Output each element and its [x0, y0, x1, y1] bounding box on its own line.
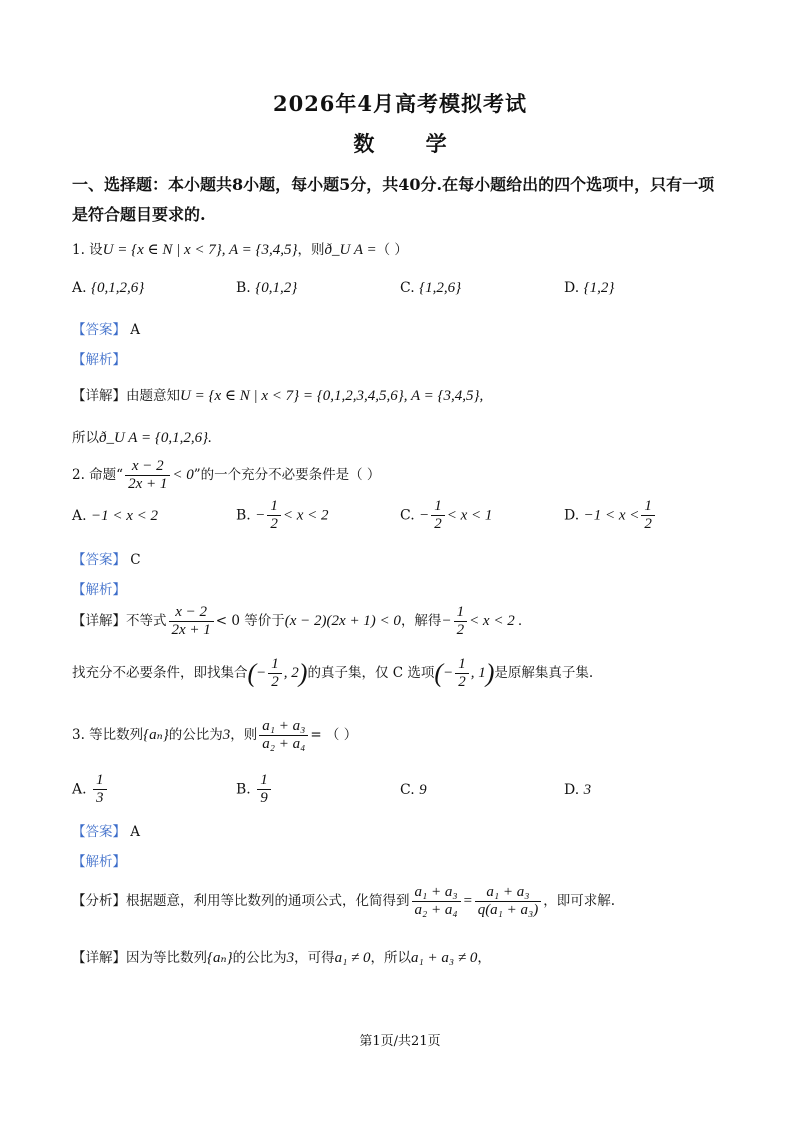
q1-prefix: 1. 设 — [72, 242, 103, 258]
q3-option-d: D. 3 — [564, 782, 592, 798]
q2-detail-cont: 找充分不必要条件，即找集合(− $\frac{1}{2}$ , 2)的真子集，仅 C 选项(− $\frac{1}{2}$ , 1)是原解集真子集. — [72, 656, 594, 690]
page-footer: 第1页/共21页 — [359, 1034, 441, 1049]
q3-option-a: A. $\frac{1}{3}$ — [72, 772, 109, 807]
q2-detail: 【详解】不等式 $\frac{x - 2}{2x + 1}$ < 0 等价于(x − 2)(2x + 1) < 0，解得− $\frac{1}{2}$ < x < 2 . — [72, 604, 523, 638]
q2-answer: 【答案】 C — [72, 552, 141, 568]
q2-analysis: 【解析】 — [72, 582, 126, 598]
q3-option-c: C. 9 — [400, 782, 427, 798]
q1-mid: ，则 — [297, 242, 325, 258]
q2-option-b: B. − $\frac{1}{2}$ < x < 2 — [236, 498, 329, 532]
q3-option-b: B. $\frac{1}{9}$ — [236, 772, 273, 807]
q3-analysis: 【解析】 — [72, 854, 126, 870]
q1-analysis: 【解析】 — [72, 352, 126, 368]
section-heading: 一、选择题：本小题共8小题，每小题5分，共40分.在每小题给出的四个选项中，只有一项 — [72, 175, 715, 194]
q3-answer: 【答案】 A — [72, 824, 141, 840]
q3-fenxi: 【分析】根据题意，利用等比数列的通项公式，化简得到 $\frac{\text{a₁ + a₃}}{\text{a₂ + a₄}}$ = $\frac{\text{a₁ + a₃}}{\text{q(a₁ + a₃)}}$ ，即可求解. — [72, 884, 616, 918]
q1-suffix: （ ） — [376, 242, 408, 258]
page-title: 2026年4月高考模拟考试 — [272, 91, 528, 116]
q1-math: U = {x ∈ N | x < 7}, A = {3,4,5} — [102, 242, 298, 258]
q3-detail: 【详解】因为等比数列{aₙ}的公比为3，可得a₁ ≠ 0，所以a₁ + a₃ ≠ 0， — [72, 950, 491, 966]
question-2-stem: 2. 命题“ $\frac{x - 2}{2x + 1}$ < 0”的一个充分不必要条件是（ ） — [72, 458, 381, 492]
q1-answer: 【答案】 A — [72, 322, 141, 338]
q2-option-d: D. −1 < x < $\frac{1}{2}$ — [564, 498, 657, 533]
question-3-stem: 3. 等比数列{aₙ}的公比为3，则 $\frac{\text{a₁ + a₃}}{\text{a₂ + a₄}}$ = （ ） — [72, 718, 358, 752]
q2-option-c: C. − $\frac{1}{2}$ < x < 1 — [400, 498, 493, 532]
q1-detail-cont: 所以ð_U A = {0,1,2,6}. — [72, 430, 212, 446]
q1-option-a: A. {0,1,2,6} — [72, 280, 145, 296]
q1-option-b: B. {0,1,2} — [236, 280, 298, 296]
section-heading-cont: 是符合题目要求的. — [72, 205, 206, 224]
q1-option-d: D. {1,2} — [564, 280, 615, 296]
question-1-stem — [72, 238, 408, 259]
subject-heading: 数 学 — [353, 131, 469, 156]
q1-detail: 【详解】由题意知U = {x ∈ N | x < 7} = {0,1,2,3,4,5,6}, A = {3,4,5}, — [72, 388, 484, 404]
q1-math2: ð_U A = — [324, 242, 377, 258]
q2-option-a: A. −1 < x < 2 — [72, 508, 159, 524]
q1-option-c: C. {1,2,6} — [400, 280, 462, 296]
